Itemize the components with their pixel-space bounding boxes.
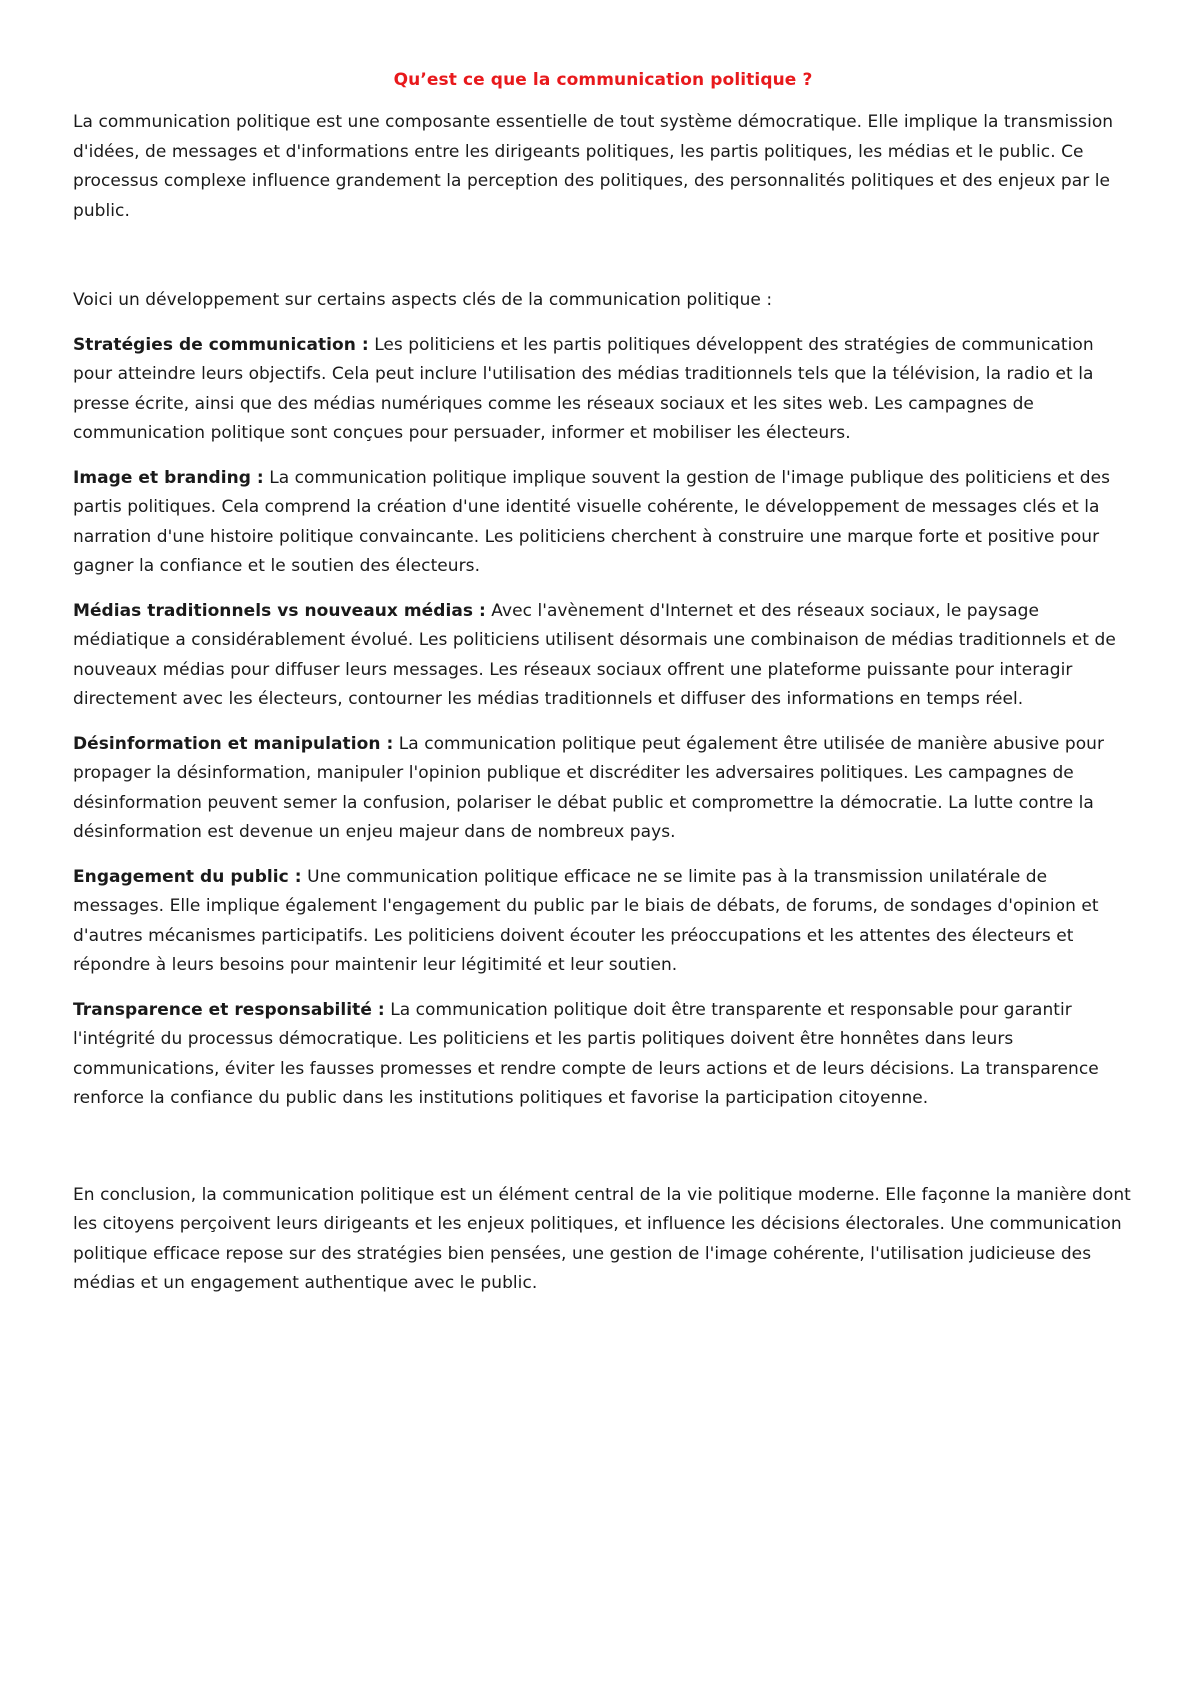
section-desinformation xyxy=(73,730,1133,848)
section-text: Une communication politique efficace ne se limite pas à la transmission unilatérale de messages. Elle implique également l'engagement du public par le biais de débats, de forums, de sondages d'opinion et d'autres mécanismes participatifs. Les politiciens doivent écouter les préoccupations et les attentes des électeurs et répondre à leurs besoins pour maintenir leur légitimité et leur soutien. xyxy=(73,866,1099,975)
section-image-branding xyxy=(73,464,1133,582)
page-title: Qu’est ce que la communication politique ? xyxy=(393,70,813,90)
intro-paragraph: La communication politique est une composante essentielle de tout système démocratique. Elle implique la transmission d'idées, de messages et d'informations entre les dirigeants politiques, les partis politiques, les médias et le public. Ce processus complexe influence grandement la perception des politiques, des personnalités politiques et des enjeux par le public. xyxy=(73,112,1114,221)
section-strategies xyxy=(73,331,1133,449)
section-heading: Engagement du public : xyxy=(73,866,302,887)
section-text: La communication politique peut également être utilisée de manière abusive pour propager la désinformation, manipuler l'opinion publique et discréditer les adversaires politiques. Les campagnes de désinformation peuvent semer la confusion, polariser le débat public et compromettre la démocratie. La lutte contre la désinformation est devenue un enjeu majeur dans de nombreux pays. xyxy=(73,733,1105,842)
section-heading: Stratégies de communication : xyxy=(73,334,369,355)
section-engagement xyxy=(73,863,1133,981)
section-heading: Image et branding : xyxy=(73,467,264,488)
section-heading: Désinformation et manipulation : xyxy=(73,733,394,754)
lead-paragraph: Voici un développement sur certains aspects clés de la communication politique : xyxy=(73,290,773,310)
section-text: La communication politique doit être transparente et responsable pour garantir l'intégrité du processus démocratique. Les politiciens et les partis politiques doivent être honnêtes dans leurs communications, éviter les fausses promesses et rendre compte de leurs actions et de leurs décisions. La transparence renforce la confiance du public dans les institutions politiques et favorise la participation citoyenne. xyxy=(73,999,1099,1108)
spacer xyxy=(73,1129,1133,1181)
section-heading: Médias traditionnels vs nouveaux médias : xyxy=(73,600,486,621)
conclusion-paragraph: En conclusion, la communication politique est un élément central de la vie politique moderne. Elle façonne la manière dont les citoyens perçoivent leurs dirigeants et les enjeux politiques, et influence les décisions électorales. Une communication politique efficace repose sur des stratégies bien pensées, une gestion de l'image cohérente, l'utilisation judicieuse des médias et un engagement authentique avec le public. xyxy=(73,1184,1131,1293)
section-medias xyxy=(73,597,1133,715)
document-page xyxy=(73,70,1133,1299)
section-text: La communication politique implique souvent la gestion de l'image publique des politiciens et des partis politiques. Cela comprend la création d'une identité visuelle cohérente, le développement de messages clés et la narration d'une histoire politique convaincante. Les politiciens cherchent à construire une marque forte et positive pour gagner la confiance et le soutien des électeurs. xyxy=(73,467,1111,576)
section-text: Avec l'avènement d'Internet et des réseaux sociaux, le paysage médiatique a considérablement évolué. Les politiciens utilisent désormais une combinaison de médias traditionnels et de nouveaux médias pour diffuser leurs messages. Les réseaux sociaux offrent une plateforme puissante pour interagir directement avec les électeurs, contourner les médias traditionnels et diffuser des informations en temps réel. xyxy=(73,600,1116,709)
section-transparence xyxy=(73,996,1133,1114)
section-text: Les politiciens et les partis politiques développent des stratégies de communication pour atteindre leurs objectifs. Cela peut inclure l'utilisation des médias traditionnels tels que la télévision, la radio et la presse écrite, ainsi que des médias numériques comme les réseaux sociaux et les sites web. Les campagnes de communication politique sont conçues pour persuader, informer et mobiliser les électeurs. xyxy=(73,334,1094,443)
section-heading: Transparence et responsabilité : xyxy=(73,999,385,1020)
